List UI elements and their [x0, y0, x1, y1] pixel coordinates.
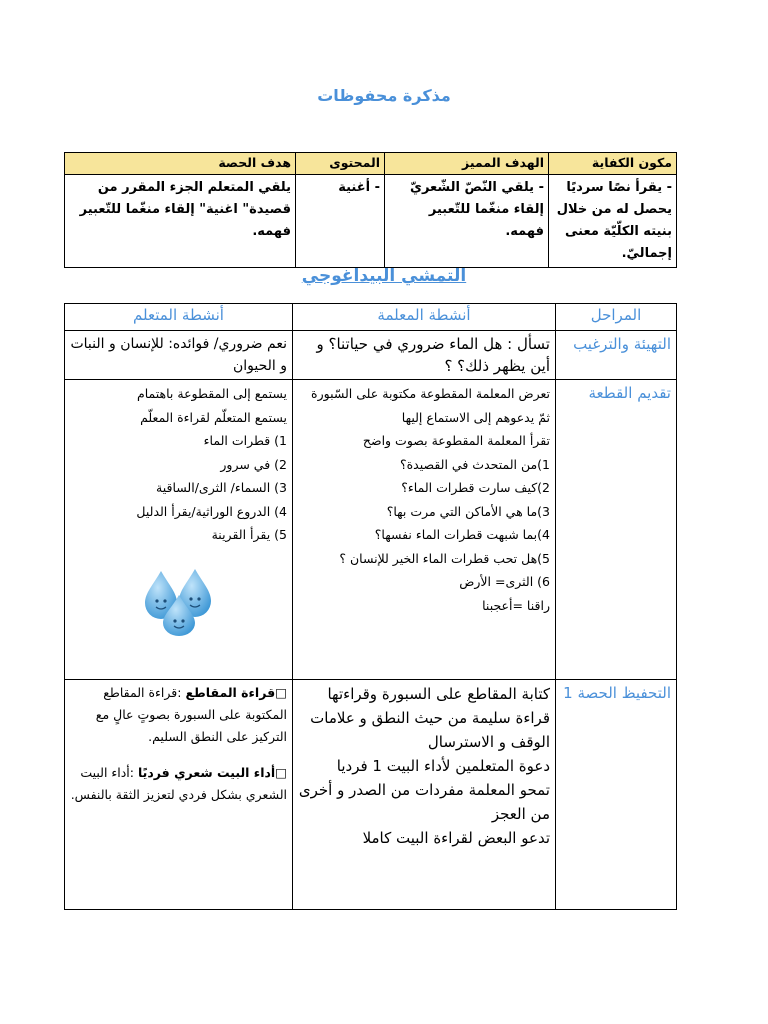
student-cell: نعم ضروري/ فوائده: للإنسان و النبات و الحيوان [65, 331, 293, 380]
list-item: 2) في سرور [220, 456, 287, 472]
item-title: أداء البيت شعري فرديًا [137, 765, 276, 780]
teacher-cell: تسأل : هل الماء ضروري في حياتنا؟ و أين يظهر ذلك؟ ؟ [293, 331, 556, 380]
header-table-row [65, 175, 677, 268]
list-item [70, 762, 287, 806]
list-item: كتابة المقاطع على السبورة وقراءتها قراءة سليمة من حيث النطق و علامات الوقف و الاسترسال [310, 685, 550, 751]
col-stages: المراحل [556, 304, 677, 331]
col-session-goal: هدف الحصة [65, 153, 296, 175]
item-text: :قراءة المقاطع المكتوبة على السبورة بصوتٍ عالٍ مع التركيز على النطق السليم. [95, 685, 287, 744]
page-title: مذكرة محفوظات [317, 86, 451, 105]
student-cell [65, 680, 293, 910]
teacher-cell [293, 680, 556, 910]
col-student: أنشطة المتعلم [65, 304, 293, 331]
list-item: 3)ما هي الأماكن التي مرت بها؟ [386, 503, 550, 519]
list-item: 4) الدروع الوراثية/يقرأ الدليل [136, 503, 287, 519]
list-item: يستمع المتعلّم لقراءة المعلّم [140, 409, 287, 425]
col-content: المحتوى [296, 153, 385, 175]
stage-cell: التحفيظ الحصة 1 [556, 680, 677, 910]
header-table-head [65, 153, 677, 175]
list-item: تمحو المعلمة مفردات من الصدر و أخرى من العجز [298, 781, 550, 823]
table-row [65, 331, 677, 380]
content-cell: - أغنية [296, 175, 385, 268]
list-item: دعوة المتعلمين لأداء البيت 1 فرديا [336, 757, 550, 775]
list-item: 2)كيف سارت قطرات الماء؟ [401, 480, 550, 495]
col-competence: مكون الكفاية [549, 153, 677, 175]
header-table [64, 152, 677, 268]
teacher-cell [293, 380, 556, 680]
stage-cell: تقديم القطعة [556, 380, 677, 680]
item-title: قراءة المقاطع [185, 685, 276, 700]
bullet-box-icon: □ [275, 765, 287, 780]
list-item: 4)بما شبهت قطرات الماء نفسها؟ [374, 527, 550, 542]
list-item: يستمع إلى المقطوعة باهتمام [136, 386, 287, 401]
list-item: تقرأ المعلمة المقطوعة بصوت واضح [362, 433, 550, 448]
list-item: 3) السماء/ الثرى/الساقية [156, 480, 287, 495]
col-teacher: أنشطة المعلمة [293, 304, 556, 331]
bullet-box-icon: □ [275, 685, 287, 700]
main-table [64, 303, 677, 910]
session-goal-cell: يلقي المتعلم الجزء المقرر من قصيدة" اغنية" إلقاء منغّما للتّعبير فهمه. [65, 175, 296, 268]
list-item: 6) الثرى= الأرض [459, 574, 550, 589]
objective-cell: - يلقي النّصّ الشّعريّ إلقاء منغّما للتّعبير فهمه. [385, 175, 549, 268]
list-item [70, 682, 287, 748]
student-cell [65, 380, 293, 680]
list-item: تدعو البعض لقراءة البيت كاملا [362, 829, 550, 847]
list-item: 5)هل تحب قطرات الماء الخير للإنسان ؟ [339, 550, 550, 566]
col-objective: الهدف المميز [385, 153, 549, 175]
section-subtitle: التمشي البيداغوجي [301, 266, 467, 286]
stage-cell: التهيئة والترغيب [556, 331, 677, 380]
list-item: 1) قطرات الماء [203, 433, 287, 448]
list-item: 1)من المتحدث في القصيدة؟ [400, 456, 550, 472]
table-row [65, 380, 677, 680]
list-item: راقنا =أعجبنا [482, 597, 550, 613]
water-drops-icon [139, 565, 219, 637]
list-item: 5) يقرأ القرينة [211, 527, 287, 542]
table-row [65, 680, 677, 910]
list-item: تعرض المعلمة المقطوعة مكتوبة على السّبورة ثمّ يدعوهم إلى الاستماع إليها [311, 386, 550, 425]
item-text: :أداء البيت الشعري بشكل فردي لتعزيز الثقة بالنفس. [70, 765, 287, 802]
competence-cell: - يقرأ نصًا سرديًا يحصل له من خلال بنيته الكلّيّة معنى إجماليّ. [549, 175, 677, 268]
main-table-head [65, 304, 677, 331]
